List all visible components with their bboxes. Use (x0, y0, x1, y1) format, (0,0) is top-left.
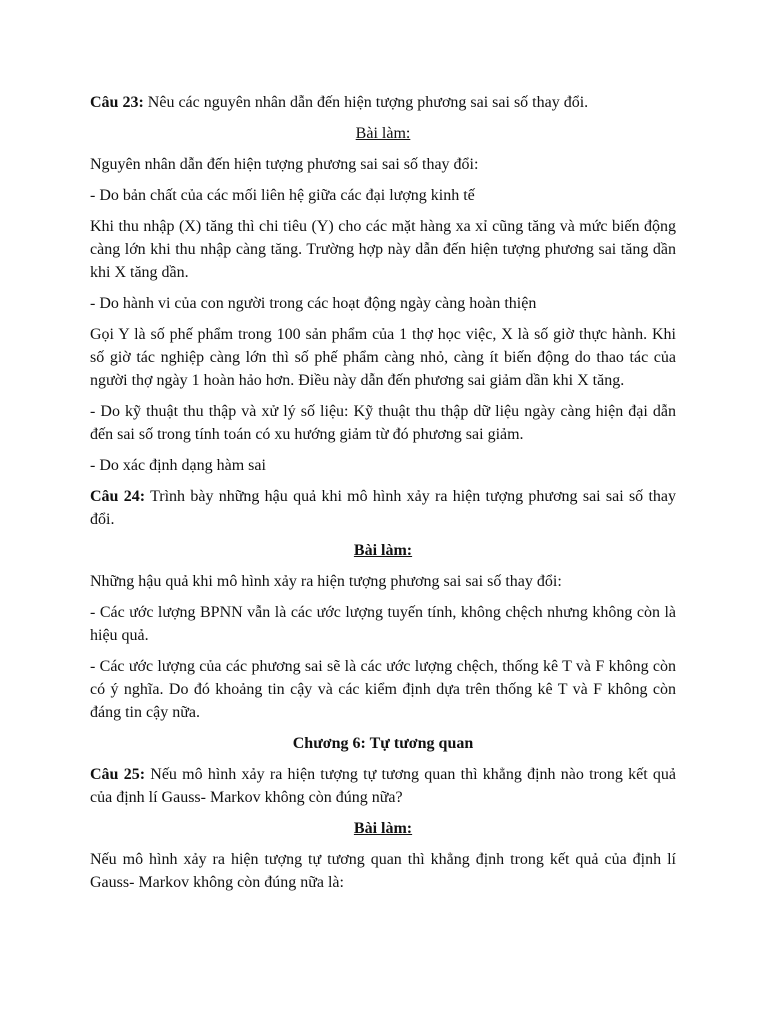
answer-23-reason-2: - Do hành vi của con người trong các hoạt động ngày càng hoàn thiện (90, 295, 537, 312)
question-24-text: Trình bày những hậu quả khi mô hình xảy ra hiện tượng phương sai sai số thay đổi. (90, 488, 677, 528)
answer-heading-24-text: Bài làm: (353, 542, 413, 559)
answer-23-reason-2-detail: Gọi Y là số phế phẩm trong 100 sản phẩm của 1 thợ học việc, X là số giờ thực hành. Khi số giờ tác nghiệp càng lớn thì số phế phẩm càng nhỏ, càng ít biến động do thao tác của người thợ ngày 1 hoàn hảo hơn. Điều này dẫn đến phương sai giảm dần khi X tăng. (90, 326, 676, 389)
answer-23-reason-1-detail: Khi thu nhập (X) tăng thì chi tiêu (Y) cho các mặt hàng xa xỉ cũng tăng và mức biến động càng lớn khi thu nhập càng tăng. Trường hợp này dẫn đến hiện tượng phương sai tăng dần khi X tăng dần. (90, 218, 676, 281)
answer-24-intro: Những hậu quả khi mô hình xảy ra hiện tượng phương sai sai số thay đổi: (90, 573, 562, 590)
answer-heading-24 (90, 539, 676, 562)
answer-25-text: Nếu mô hình xảy ra hiện tượng tự tương quan thì khẳng định trong kết quả của định lí Gauss- Markov không còn đúng nữa là: (90, 851, 676, 891)
question-24-label: Câu 24: (90, 488, 146, 505)
answer-23-intro: Nguyên nhân dẫn đến hiện tượng phương sai sai số thay đổi: (90, 156, 479, 173)
document-page (90, 91, 676, 902)
chapter-6-heading (90, 732, 676, 755)
question-25 (90, 763, 676, 809)
answer-heading-25 (90, 817, 676, 840)
answer-23-reason-1: - Do bản chất của các mối liên hệ giữa các đại lượng kinh tế (90, 187, 475, 204)
question-25-text: Nếu mô hình xảy ra hiện tượng tự tương quan thì khẳng định nào trong kết quả của định lí Gauss- Markov không còn đúng nữa? (90, 766, 677, 806)
question-25-label: Câu 25: (90, 766, 146, 783)
question-23-text: Nêu các nguyên nhân dẫn đến hiện tượng phương sai sai số thay đổi. (143, 94, 589, 111)
answer-heading-25-text: Bài làm: (353, 820, 413, 837)
answer-24-consequence-1: - Các ước lượng BPNN vẫn là các ước lượng tuyến tính, không chệch nhưng không còn là hiệu quả. (90, 604, 676, 644)
question-23 (90, 91, 676, 114)
chapter-6-title: Chương 6: Tự tương quan (292, 735, 474, 752)
question-24 (90, 485, 676, 531)
answer-heading-23 (90, 122, 676, 145)
answer-heading-23-text: Bài làm: (355, 125, 411, 142)
question-23-label: Câu 23: (90, 94, 144, 111)
answer-23-reason-3: - Do kỹ thuật thu thập và xử lý số liệu: Kỹ thuật thu thập dữ liệu ngày càng hiện đại dẫn đến sai số trong tính toán có xu hướng giảm từ đó phương sai giảm. (90, 403, 676, 443)
answer-24-consequence-2: - Các ước lượng của các phương sai sẽ là các ước lượng chệch, thống kê T và F không còn có ý nghĩa. Do đó khoảng tin cậy và các kiểm định dựa trên thống kê T và F không còn đáng tin cậy nữa. (90, 658, 676, 721)
answer-23-reason-4: - Do xác định dạng hàm sai (90, 457, 266, 474)
